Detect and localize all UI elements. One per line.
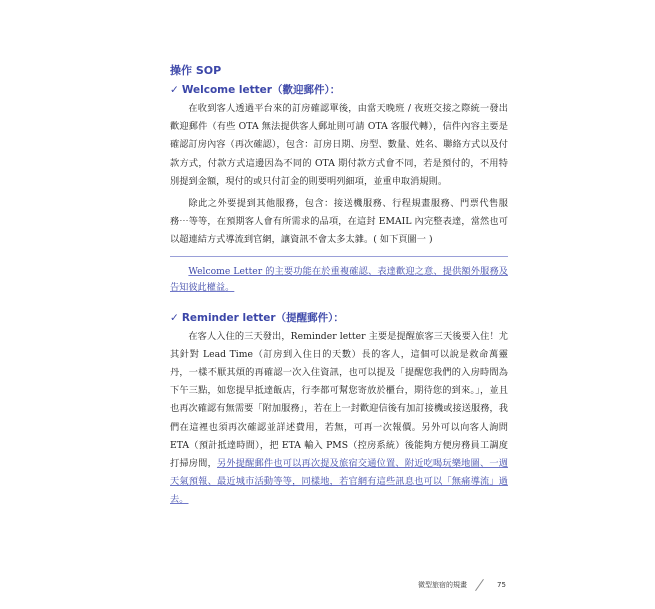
reminder-letter-heading-text: Reminder letter（提醒郵件）： — [181, 311, 344, 324]
page-footer — [418, 580, 506, 590]
reminder-paragraph-text: 在客人入住的三天發出，Reminder letter 主要是提醒旅客三天後要入住！尤其針對 Lead Time（訂房到入住日的天數）長的客人，這個可以說是救命萬靈丹，一樣不厭其煩的再確認一次入住資訊，也可以提及「提醒您我們的入房時間為下午三點，如您提早抵達飯店，行李都可幫您寄放於櫃台，期待您的到來。」，並且也再次確認有無需要「附加服務」，若在上一封歡迎信後有加訂接機或接送服務，我們在這裡也須再次確認並詳述費用，若無，可再一次報價。另外可以向客人詢問 ETA（預計抵達時間），把 ETA 輸入 PMS（控房系統）後能夠方便房務員工調度打掃房間， — [170, 330, 508, 470]
book-title: 微型旅宿的規畫 — [418, 581, 467, 589]
welcome-letter-heading — [170, 82, 508, 96]
welcome-summary-text: Welcome Letter 的主要功能在於重複確認、表達歡迎之意、提供額外服務及告知彼此權益。 — [170, 265, 508, 293]
reminder-letter-heading — [170, 310, 508, 324]
reminder-paragraph — [170, 328, 508, 510]
slash-divider-icon — [473, 580, 487, 590]
checkmark-icon: ✓ — [170, 311, 179, 324]
sop-title: 操作 SOP — [170, 64, 222, 77]
page-content — [170, 62, 508, 510]
checkmark-icon: ✓ — [170, 84, 179, 96]
welcome-summary-note — [170, 256, 508, 296]
welcome-paragraph-1: 在收到客人透過平台來的訂房確認單後，由當天晚班 / 夜班交接之際統一發出歡迎郵件（有些 OTA 無法提供客人郵址則可請 OTA 客服代轉），信件內容主要是確認訂房內容（再次確認），包含：訂房日期、房型、數量、姓名、聯絡方式以及付款方式，付款方式這邊因為不同的 OTA 期付款方式會不同，若是預付的，不用特別提到金額，現付的或只付訂金的則要明列細項，並重申取消規則。 — [170, 103, 508, 187]
welcome-paragraph-2: 除此之外要提到其他服務，包含：接送機服務、行程規畫服務、門票代售服務⋯等等，在預期客人會有所需求的品項，在這封 EMAIL 內完整表達，當然也可以超連結方式導流到官網，讓資訊不會太多太雜。( 如下頁圖一 ) — [170, 198, 508, 246]
welcome-letter-heading-text: Welcome letter（歡迎郵件）： — [181, 84, 341, 96]
page-number: 75 — [497, 581, 506, 589]
reminder-highlight-text: 另外提醒郵件也可以再次提及旅宿交通位置、附近吃喝玩樂地圖、一週天氣預報、最近城市活動等等，同樣地，若官網有這些訊息也可以「無痛導流」過去。 — [170, 458, 508, 506]
